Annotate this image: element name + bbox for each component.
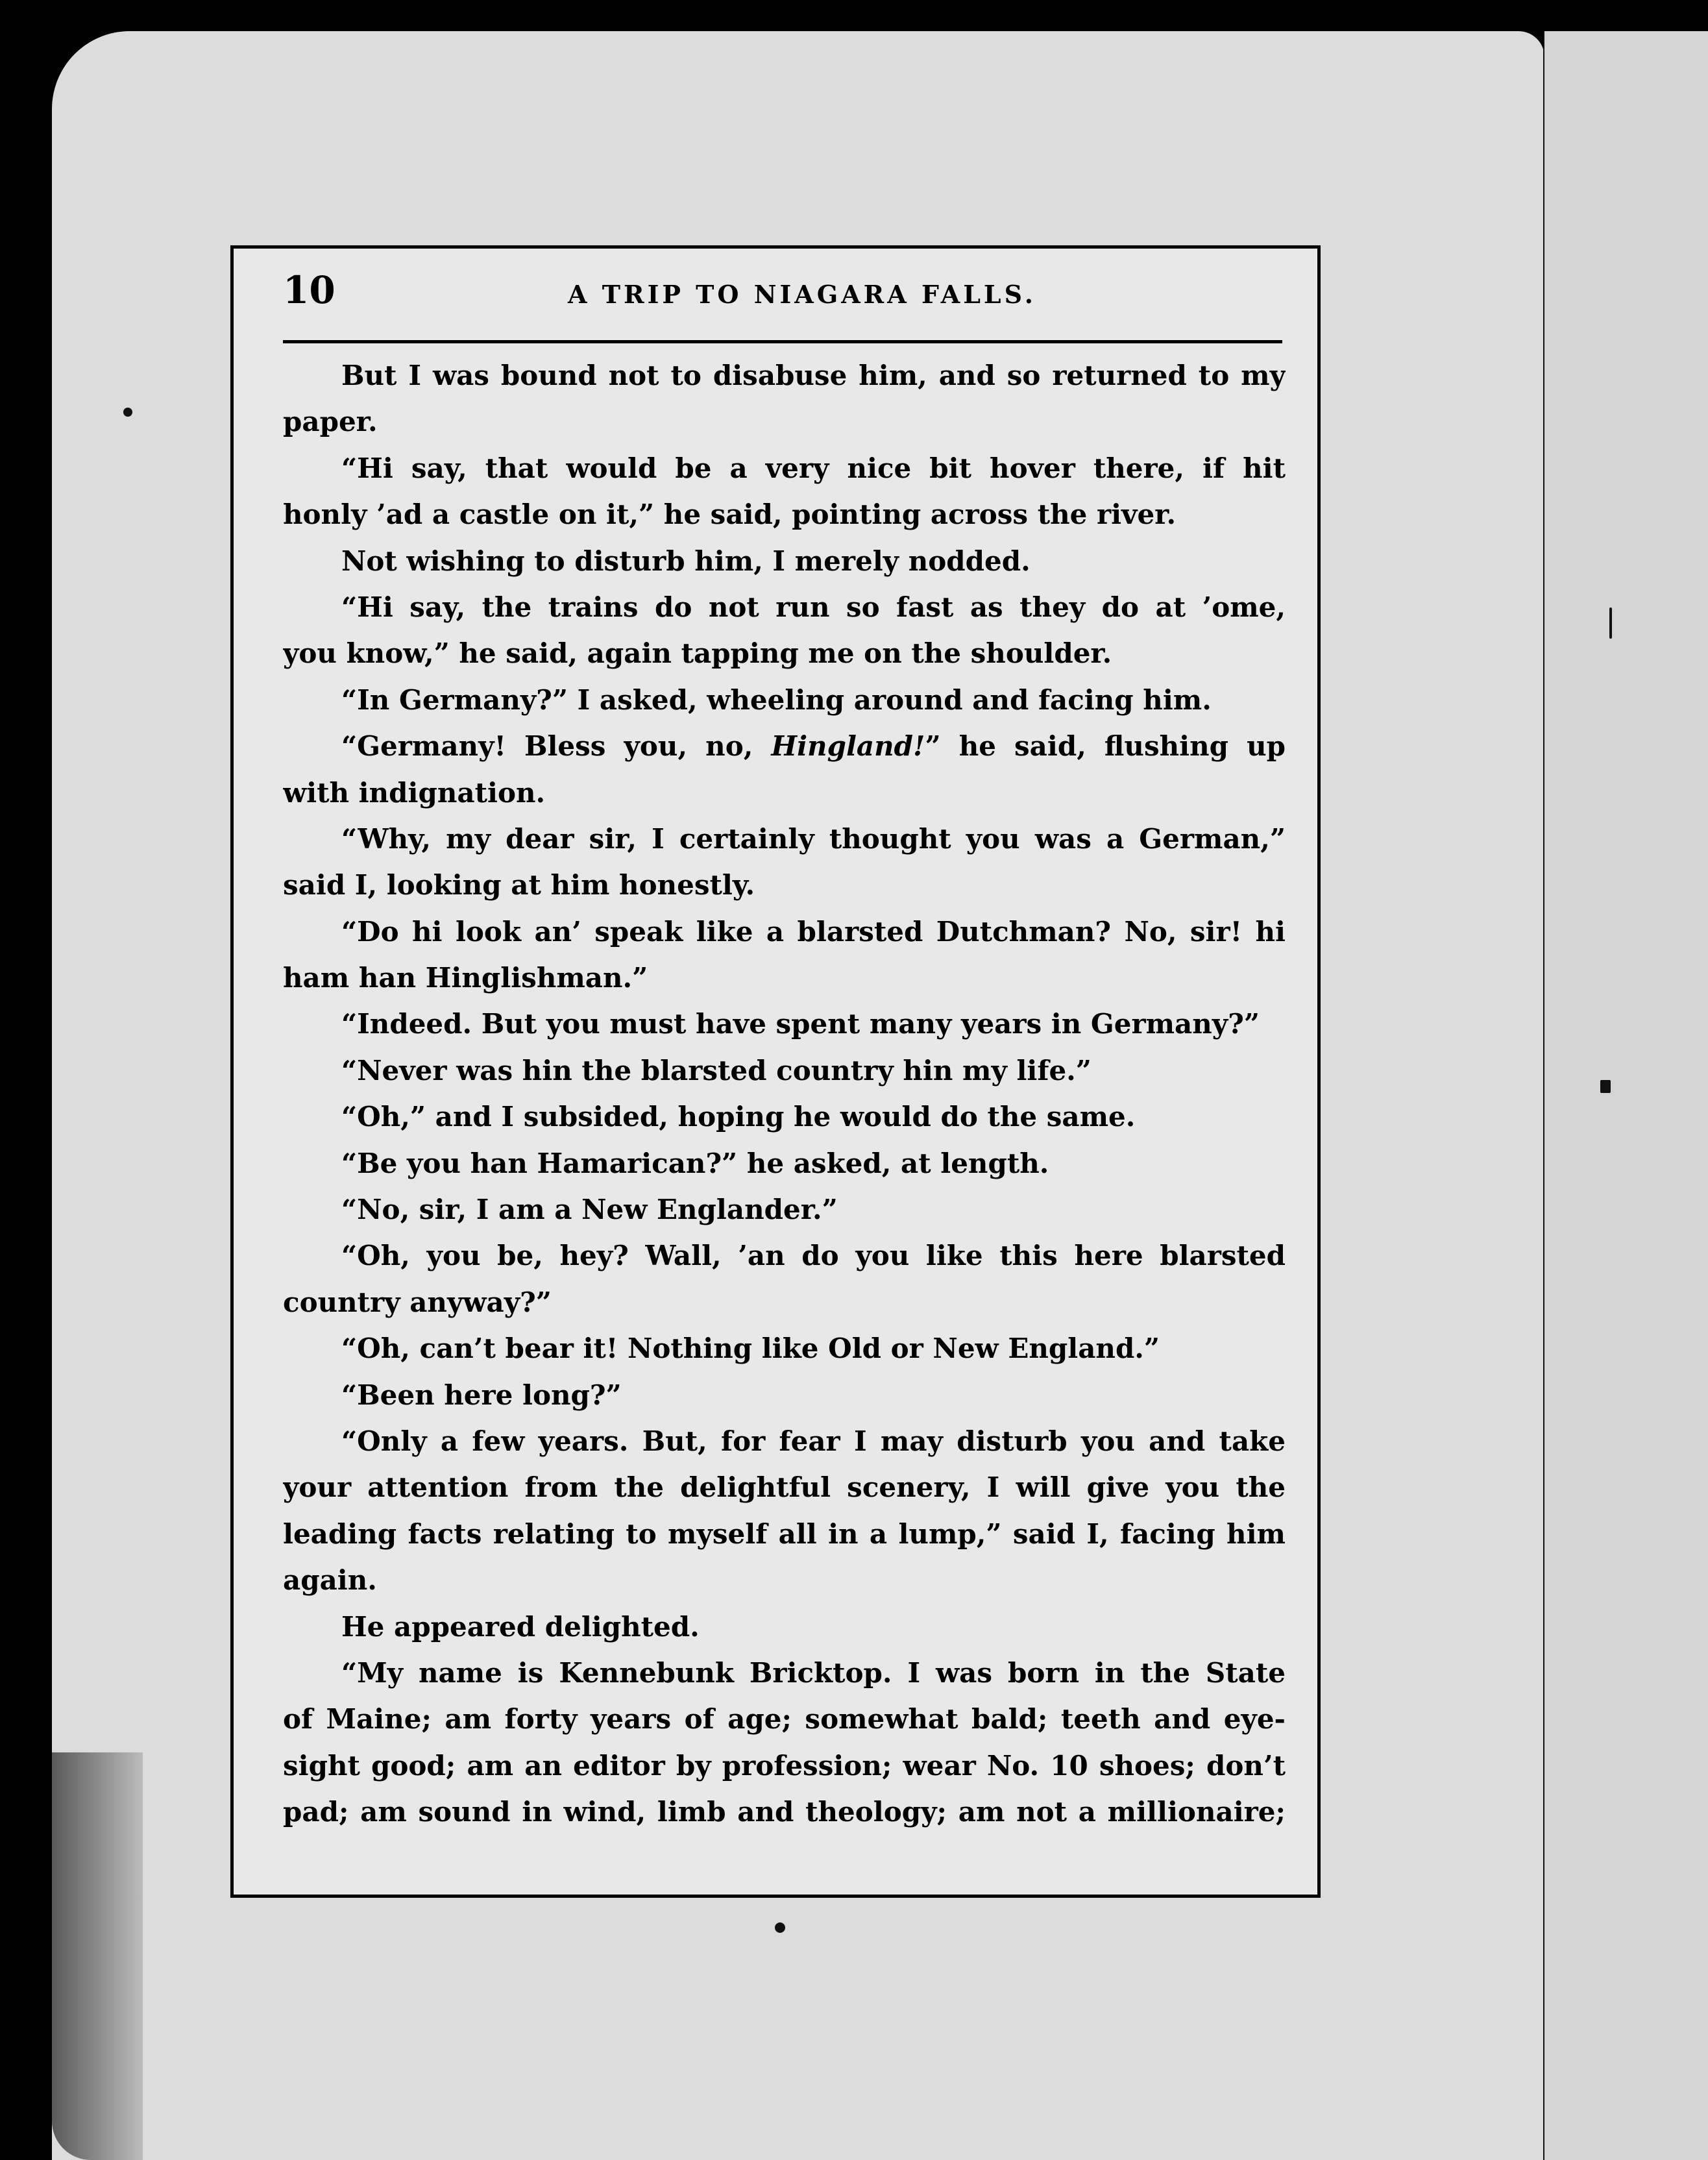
text-line: “Oh,” and I subsided, hoping he would do the same. <box>341 1101 1136 1133</box>
text-line: “Be you han Hamarican?” he asked, at length. <box>341 1147 1049 1179</box>
facing-page <box>1544 31 1708 2160</box>
body-text <box>283 352 1286 1835</box>
ink-speck <box>1609 608 1612 639</box>
text-line: “My name is Kennebunk Bricktop. I was born in the State <box>341 1656 1286 1689</box>
text-line: “Germany! Bless you, no, Hingland!” he said, flushing up <box>341 730 1286 763</box>
text-line: leading facts relating to myself all in a lump,” said I, facing him <box>283 1517 1286 1550</box>
page-header <box>283 268 1282 326</box>
text-line: sight good; am an editor by profession; wear No. 10 shoes; don’t <box>283 1749 1286 1782</box>
text-line: honly ’ad a castle on it,” he said, pointing across the river. <box>283 498 1177 531</box>
text-line: ham han Hinglishman.” <box>283 962 648 994</box>
text-line: “Why, my dear sir, I certainly thought you was a German,” <box>341 822 1286 855</box>
text-line: paper. <box>283 406 378 438</box>
running-head: A TRIP TO NIAGARA FALLS. <box>568 280 1036 309</box>
page-number: 10 <box>283 268 336 312</box>
text-line: “No, sir, I am a New Englander.” <box>341 1194 838 1226</box>
text-line: said I, looking at him honestly. <box>283 869 755 902</box>
ink-speck <box>1600 1080 1611 1093</box>
text-line: “Been here long?” <box>341 1379 622 1411</box>
text-line: “In Germany?” I asked, wheeling around and facing him. <box>341 683 1212 716</box>
text-line: “Only a few years. But, for fear I may disturb you and take <box>341 1425 1286 1457</box>
ink-speck <box>775 1922 785 1933</box>
text-line: Not wishing to disturb him, I merely nodded. <box>341 545 1031 577</box>
text-frame <box>230 245 1321 1898</box>
text-line: “Oh, you be, hey? Wall, ’an do you like this here blarsted <box>341 1240 1286 1272</box>
page-corner-shadow <box>52 1752 143 2160</box>
ink-speck <box>123 408 132 417</box>
text-line: “Hi say, the trains do not run so fast as they do at ’ome, <box>341 591 1286 623</box>
text-line: you know,” he said, again tapping me on the shoulder. <box>283 637 1112 670</box>
text-line: “Never was hin the blarsted country hin my life.” <box>341 1054 1092 1086</box>
text-line: “Do hi look an’ speak like a blarsted Dutchman? No, sir! hi <box>341 915 1286 948</box>
text-line: your attention from the delightful scenery, I will give you the <box>283 1471 1286 1504</box>
text-line: He appeared delighted. <box>341 1610 700 1643</box>
text-line: But I was bound not to disabuse him, and so returned to my <box>341 360 1286 391</box>
text-line: country anyway?” <box>283 1286 552 1318</box>
text-line: pad; am sound in wind, limb and theology; am not a millionaire; <box>283 1796 1286 1828</box>
text-line: with indignation. <box>283 776 546 809</box>
text-line: “Hi say, that would be a very nice bit hover there, if hit <box>341 452 1286 484</box>
text-line: of Maine; am forty years of age; somewhat bald; teeth and eye- <box>283 1703 1286 1736</box>
italic-word: Hingland! <box>771 730 925 763</box>
text-line: “Indeed. But you must have spent many years in Germany?” <box>341 1008 1260 1040</box>
text-line: again. <box>283 1564 377 1597</box>
header-rule <box>283 340 1282 343</box>
text-line: “Oh, can’t bear it! Nothing like Old or New England.” <box>341 1332 1160 1365</box>
